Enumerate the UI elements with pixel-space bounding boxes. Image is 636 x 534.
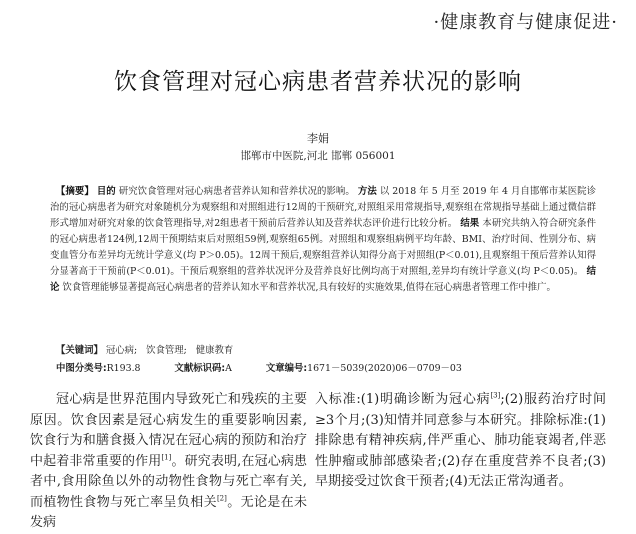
method-text: 以 2018 年 5 月至 2019 年 4 月自邯郸市某医院诊治的冠心病患者为研究对象随机分为观察组和对照组进行12周的干预研究,对照组采用常规指导,观察组在常规指导基础上通过微信群形式增加对研究对象的饮食管理指导,对2组患者干预前后营养认知及营养状态评价进行比较分析。 [50,186,596,229]
doc-code-label: 文献标识码: [174,363,226,374]
abstract-label: 【摘要】 [56,186,94,197]
clc-label: 中图分类号: [56,363,107,374]
body-right-column: 入标准:(1)明确诊断为冠心病[3];(2)服药治疗时间≥3个月;(3)知情并同意参与本研究。排除标准:(1)排除患有精神疾病,伴严重心、肺功能衰竭者,伴恶性肿瘤或肺部感染者;(2)存在重度营养不良者;(3)早期接受过饮食干预者;(4)无法正常沟通者。 [315,391,606,489]
clc-value: R193.8 [106,363,141,374]
keywords-label: 【关键词】 [56,345,103,356]
conclusion-text: 饮食管理能够显著提高冠心病患者的营养认知水平和营养状况,具有较好的实施效果,值得在冠心病患者管理工作中推广。 [62,282,556,293]
conclusion-label: 结论 [50,266,596,293]
doc-code-value: A [225,363,232,374]
classification-row [56,360,616,374]
journal-section-label: ·健康教育与健康促进· [433,12,618,33]
author-affiliation: 邯郸市中医院,河北 邯郸 056001 [240,150,396,162]
author-name: 李娟 [307,132,329,145]
method-label: 方法 [357,186,377,197]
article-no-value: 1671－5039(2020)06－0709－03 [307,363,462,374]
result-label: 结果 [460,218,480,229]
abstract [50,184,596,296]
body-left-column: 冠心病是世界范围内导致死亡和残疾的主要原因。饮食因素是冠心病发生的重要影响因素,饮食行为和膳食摄入情况在冠心病的预防和治疗中起着非常重要的作用[1]。研究表明,在冠心病患者中,食用除鱼以外的动物性食物与死亡率有关,而植物性食物与死亡率呈负相关[2]。无论是在未发病 [30,392,307,530]
paper-title: 饮食管理对冠心病患者营养状况的影响 [114,69,522,95]
keywords-value: 冠心病; 饮食管理; 健康教育 [105,345,234,356]
keywords [56,342,596,356]
objective-text: 研究饮食管理对冠心病患者营养认知和营养状况的影响。 [118,186,355,197]
objective-label: 目的 [96,186,116,197]
result-text: 本研究共纳入符合研究条件的冠心病患者124例,12周干预期结束后对照组59例,观察组65例。对照组和观察组病例平均年龄、BMI、治疗时间、性别分布、病变血管分布差异均无统计学意义(均 P＞0.05)。12周干预后,观察组营养认知得分高于对照组(P＜0.01),且观察组干预后营养认知得分显著高于干预前(P＜0.01)。干预后观察组的营养状况评分及营养良好比例均高于对照组,差异均有统计学意义(均 P＜0.05)。 [50,218,597,277]
article-no-label: 文章编号: [265,363,308,374]
